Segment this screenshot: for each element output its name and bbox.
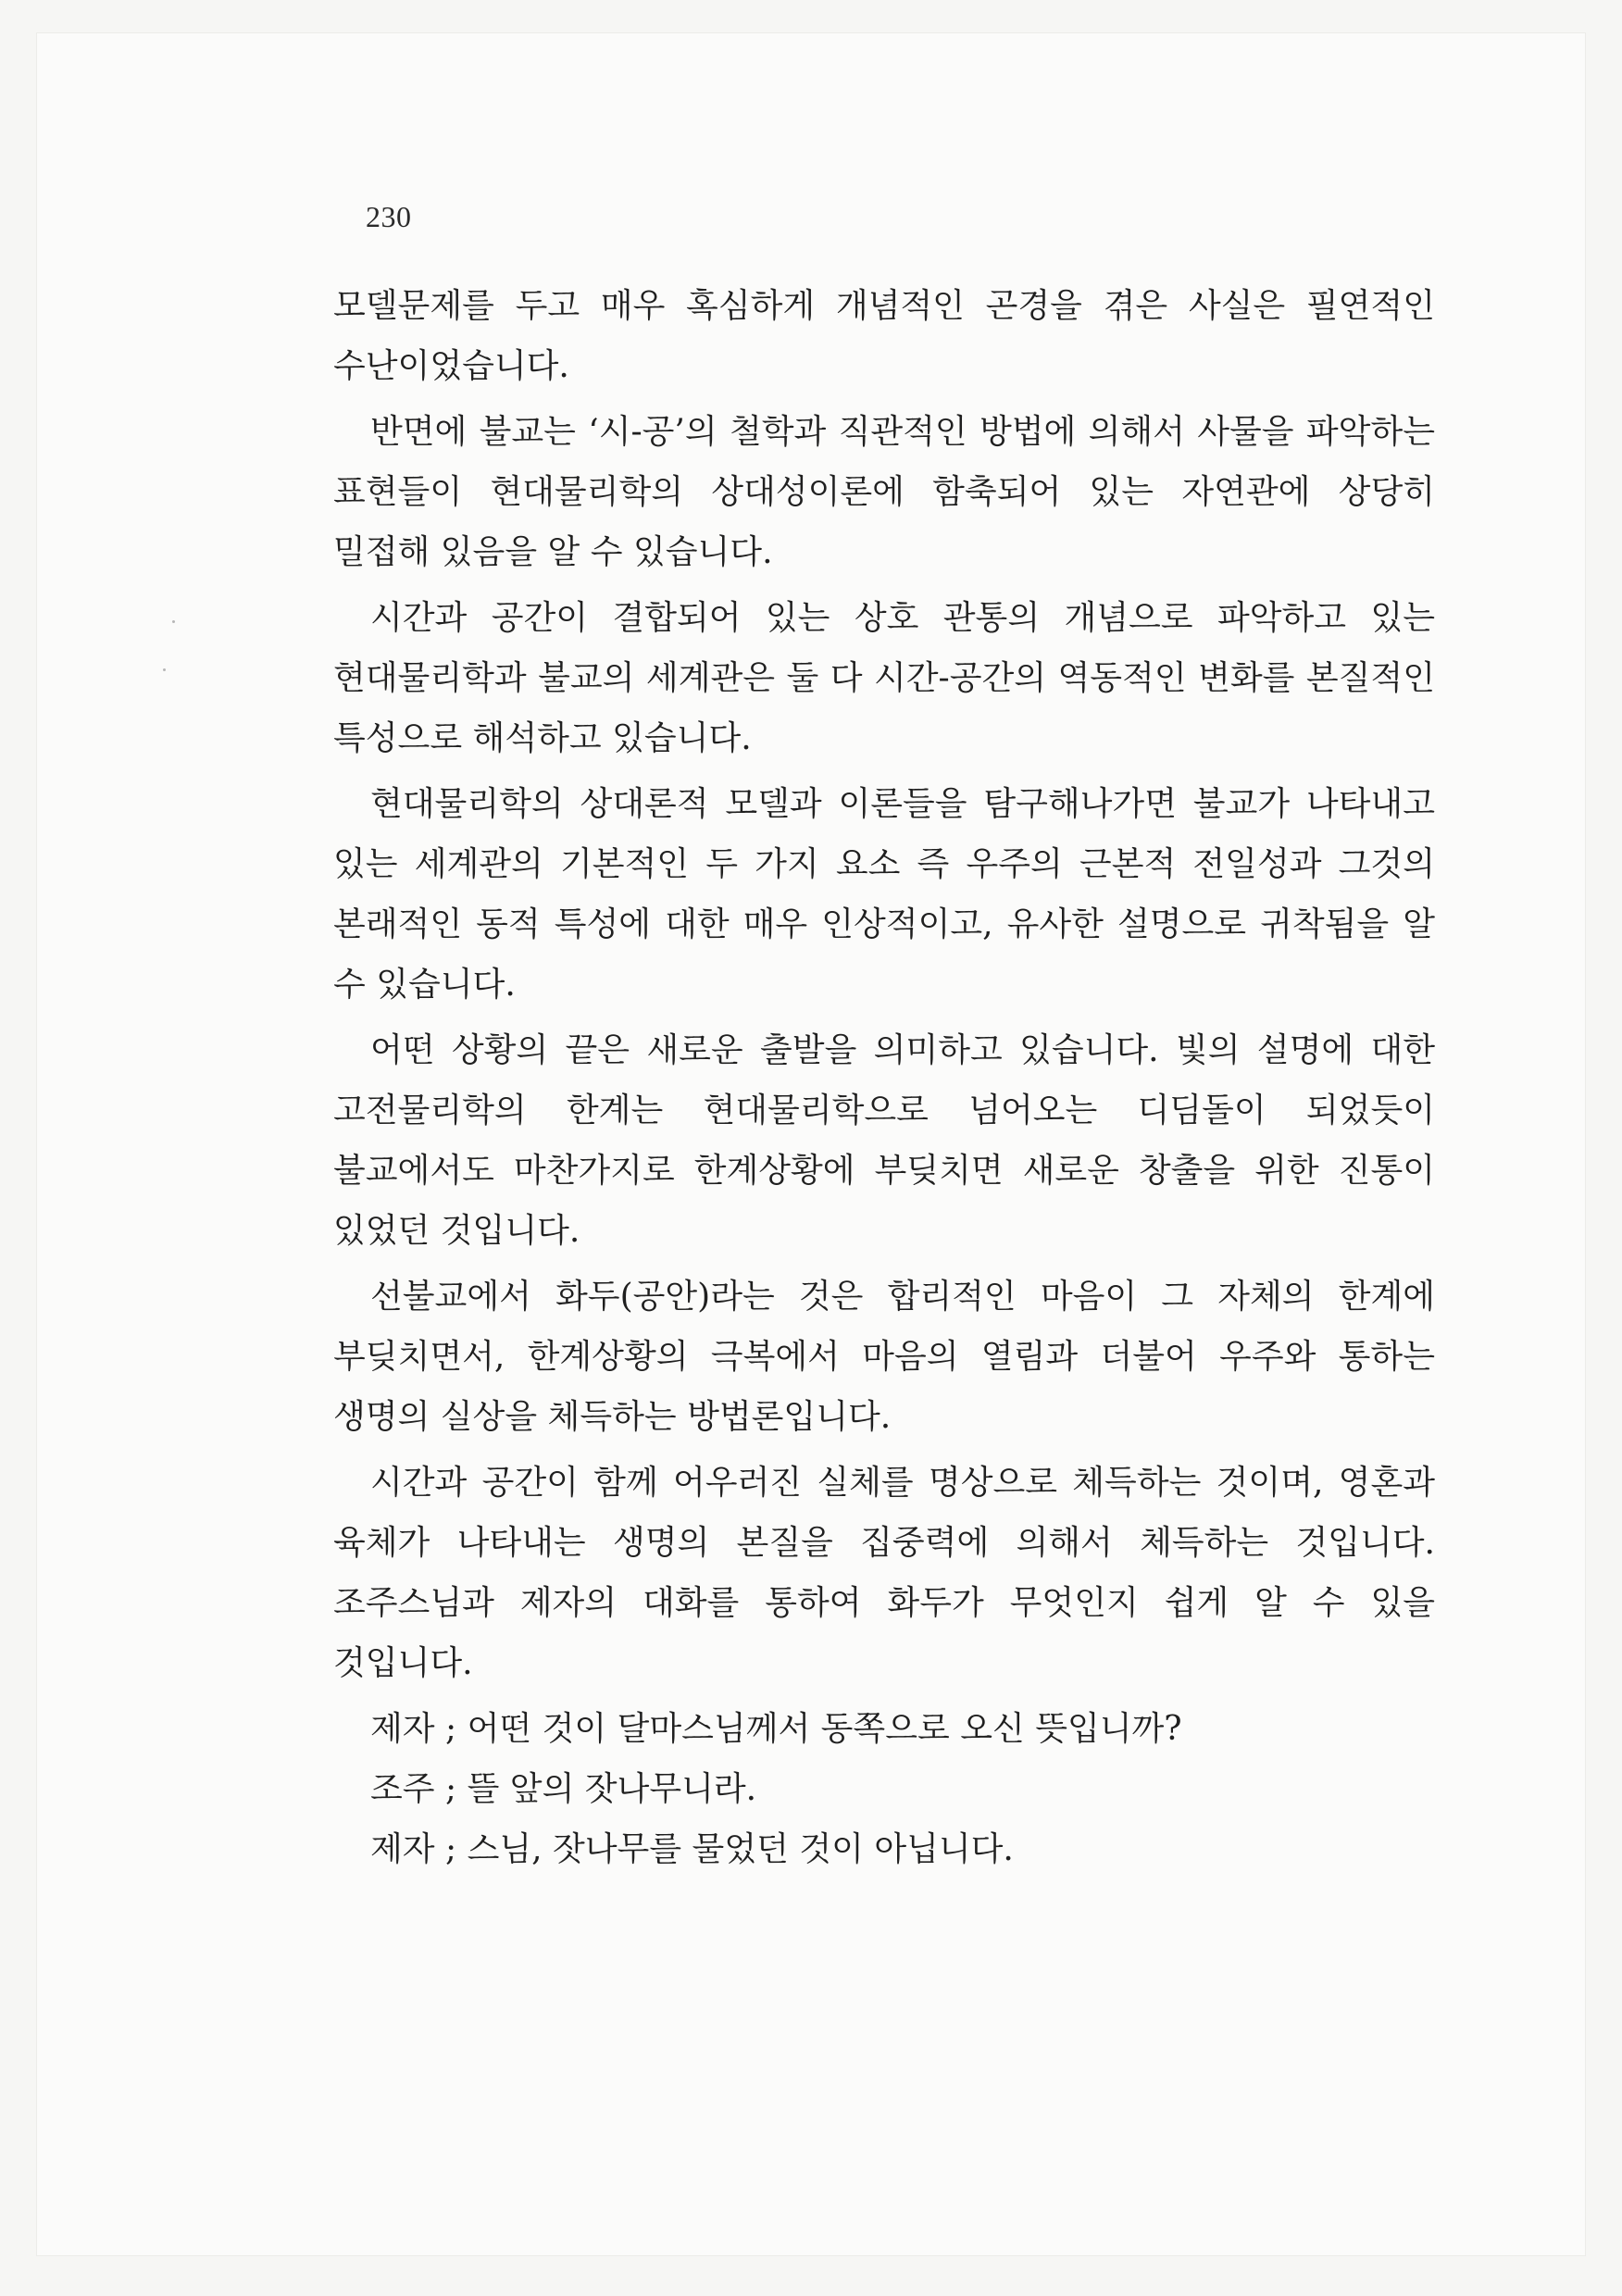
paragraph: 현대물리학의 상대론적 모델과 이론들을 탐구해나가면 불교가 나타내고 있는 세계관의 기본적인 두 가지 요소 즉 우주의 근본적 전일성과 그것의 본래적인 동적 특성에 대한 매우 인상적이고, 유사한 설명으로 귀착됨을 알 수 있습니다.	[333, 785, 1435, 1004]
dialogue-line: 조주 ; 뜰 앞의 잣나무니라.	[370, 1770, 757, 1808]
paragraph: 시간과 공간이 결합되어 있는 상호 관통의 개념으로 파악하고 있는 현대물리학과 불교의 세계관은 둘 다 시간-공간의 역동적인 변화를 본질적인 특성으로 해석하고 있습니다.	[333, 599, 1435, 757]
paragraph: 모델문제를 두고 매우 혹심하게 개념적인 곤경을 겪은 사실은 필연적인 수난이었습니다.	[333, 287, 1435, 385]
paragraph: 반면에 불교는 ‘시-공’의 철학과 직관적인 방법에 의해서 사물을 파악하는 표현들이 현대물리학의 상대성이론에 함축되어 있는 자연관에 상당히 밀접해 있음을 알 수 있습니다.	[333, 413, 1435, 571]
page-number: 230	[366, 200, 412, 233]
dialogue-line: 제자 ; 어떤 것이 달마스님께서 동쪽으로 오신 뜻입니까?	[370, 1710, 1182, 1748]
dialogue-line: 제자 ; 스님, 잣나무를 물었던 것이 아닙니다.	[370, 1830, 1014, 1868]
body-text	[333, 276, 1435, 1879]
scan-speck	[163, 668, 166, 671]
paragraph: 시간과 공간이 함께 어우러진 실체를 명상으로 체득하는 것이며, 영혼과 육체가 나타내는 생명의 본질을 집중력에 의해서 체득하는 것입니다. 조주스님과 제자의 대화를 통하여 화두가 무엇인지 쉽게 알 수 있을 것입니다.	[333, 1464, 1435, 1682]
document-page	[37, 33, 1585, 2255]
scan-speck	[172, 620, 175, 623]
paragraph: 어떤 상황의 끝은 새로운 출발을 의미하고 있습니다. 빛의 설명에 대한 고전물리학의 한계는 현대물리학으로 넘어오는 디딤돌이 되었듯이 불교에서도 마찬가지로 한계상황에 부딪치면 새로운 창출을 위한 진통이 있었던 것입니다.	[333, 1031, 1435, 1250]
paragraph: 선불교에서 화두(공안)라는 것은 합리적인 마음이 그 자체의 한계에 부딪치면서, 한계상황의 극복에서 마음의 열림과 더불어 우주와 통하는 생명의 실상을 체득하는 방법론입니다.	[333, 1278, 1435, 1436]
